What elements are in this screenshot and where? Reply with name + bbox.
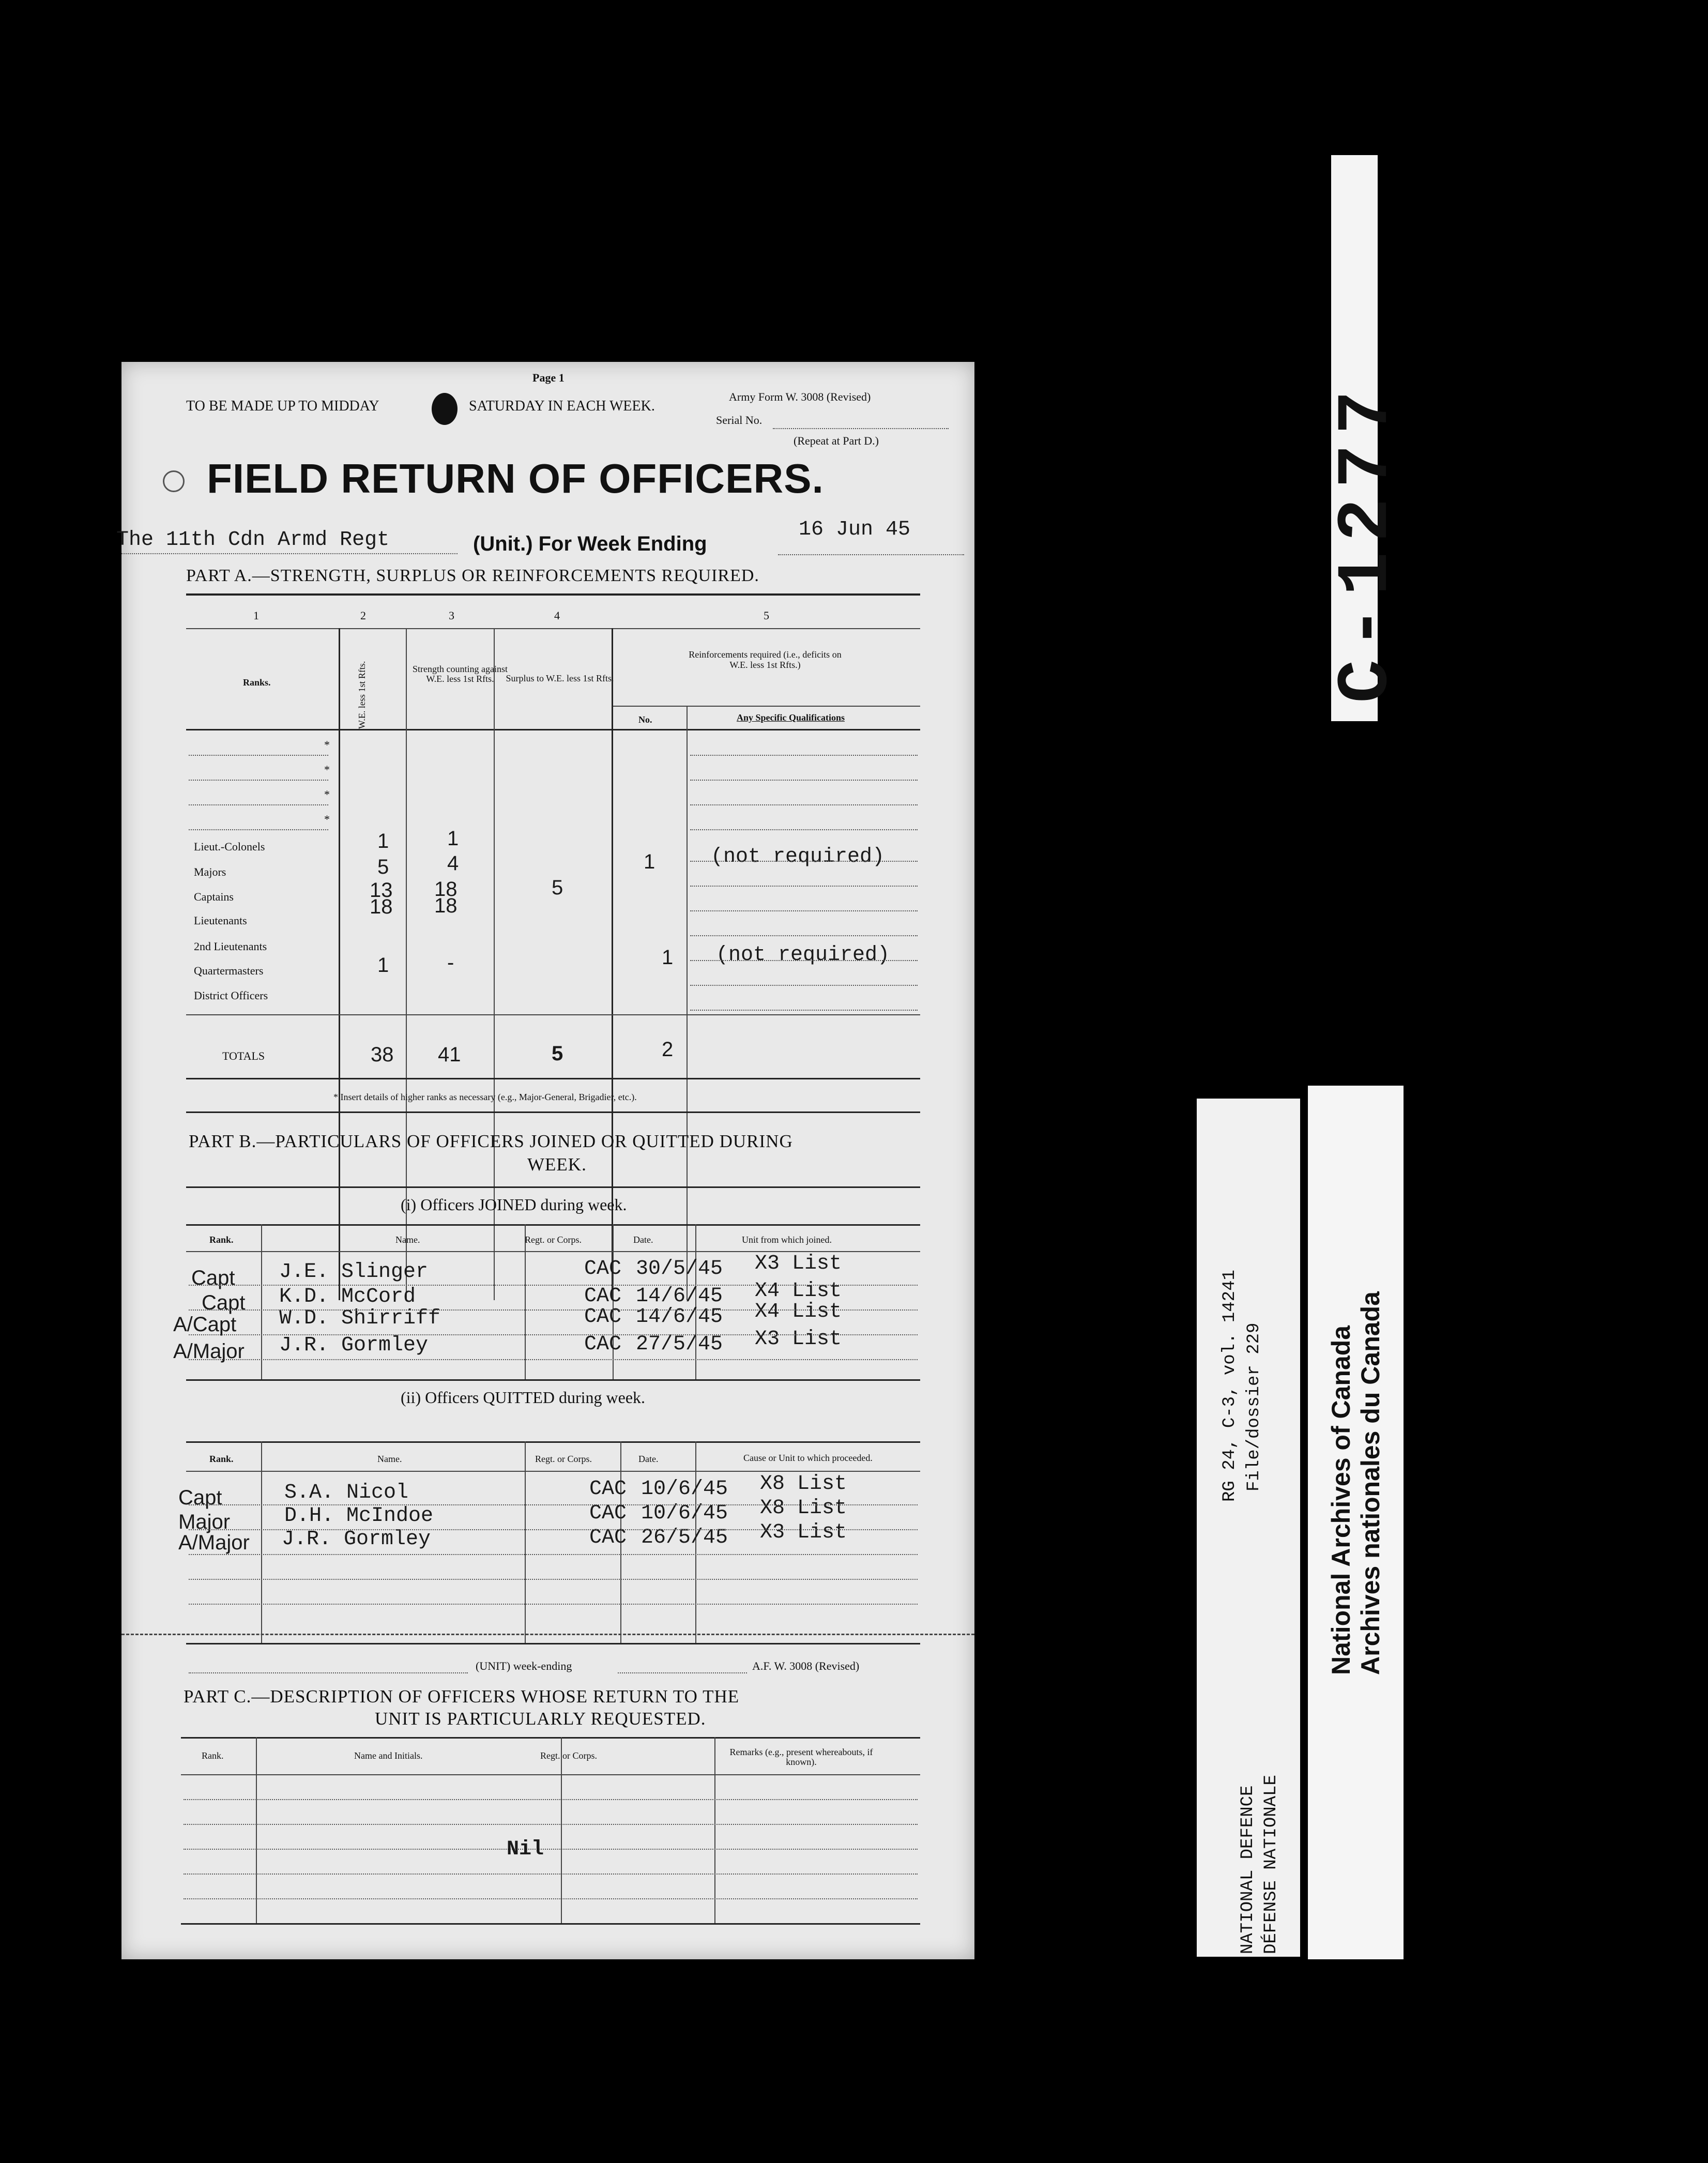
qualification-value: (not required) — [716, 943, 890, 967]
joined-name-header: Name. — [395, 1235, 420, 1245]
part-b-title-2: WEEK. — [527, 1154, 587, 1175]
part-c-title: PART C.—DESCRIPTION OF OFFICERS WHOSE RETURN TO THE — [184, 1686, 740, 1707]
instruction-text: TO BE MADE UP TO MIDDAY — [186, 398, 379, 414]
strength-value: 1 — [447, 827, 459, 850]
joined-rank-header: Rank. — [209, 1235, 234, 1245]
col-num-2: 2 — [360, 609, 366, 622]
quitted-rank-header: Rank. — [209, 1454, 234, 1464]
joined-rank: A/Major — [173, 1340, 245, 1363]
unit-value: The 11th Cdn Armd Regt — [116, 528, 390, 552]
joined-unit-header: Unit from which joined. — [742, 1235, 832, 1245]
qualifications-header: Any Specific Qualifications — [737, 712, 845, 723]
unit-week-ending: (UNIT) week-ending — [476, 1659, 572, 1672]
rank-label: District Officers — [194, 989, 268, 1002]
quitted-corps-header: Regt. or Corps. — [535, 1454, 592, 1464]
we-value: 1 — [377, 830, 389, 852]
quitted-name: J.R. Gormley — [282, 1528, 431, 1551]
quitted-corps: CAC — [589, 1526, 627, 1549]
we-value: 5 — [377, 856, 389, 878]
qualification-value: (not required) — [711, 845, 885, 869]
quitted-title: (ii) Officers QUITTED during week. — [401, 1388, 646, 1407]
surplus-header: Surplus to W.E. less 1st Rfts. — [506, 673, 614, 683]
archives-en: National Archives of Canada — [1326, 1325, 1355, 1675]
quitted-unit-header: Cause or Unit to which proceeded. — [743, 1453, 873, 1463]
ranks-header: Ranks. — [243, 677, 271, 688]
quitted-name: D.H. McIndoe — [284, 1504, 434, 1528]
joined-date-header: Date. — [633, 1235, 653, 1245]
strength-value: - — [447, 951, 454, 974]
week-ending-value: 16 Jun 45 — [799, 518, 911, 541]
quitted-name-header: Name. — [377, 1454, 402, 1464]
partc-remarks-header: Remarks (e.g., present whereabouts, if known). — [729, 1747, 873, 1767]
circle-mark-icon — [163, 470, 185, 492]
part-a-title: PART A.—STRENGTH, SURPLUS OR REINFORCEMENTS REQUIRED. — [186, 566, 759, 585]
joined-rank: A/Capt — [173, 1313, 237, 1336]
joined-rank: Capt — [191, 1267, 235, 1289]
joined-date: 30/5/45 — [636, 1257, 723, 1281]
page-number: Page 1 — [532, 371, 565, 384]
rank-label: Lieut.-Colonels — [194, 840, 265, 853]
quitted-date-header: Date. — [638, 1454, 659, 1464]
surplus-value: 5 — [552, 876, 563, 899]
volume-ref: RG 24, C-3, vol. 14241 — [1220, 1270, 1240, 1502]
part-b-title: PART B.—PARTICULARS OF OFFICERS JOINED OR QUITTED DURING — [189, 1131, 793, 1151]
totals-label: TOTALS — [222, 1049, 265, 1062]
strength-header: Strength counting against W.E. less 1st Rfts. — [413, 664, 508, 684]
national-defence: NATIONAL DEFENCE — [1238, 1785, 1258, 1954]
form-title: FIELD RETURN OF OFFICERS. — [207, 455, 824, 501]
joined-date: 14/6/45 — [636, 1285, 723, 1308]
rank-label: Majors — [194, 865, 226, 878]
col-num-1: 1 — [253, 609, 259, 622]
joined-name: W.D. Shirriff — [279, 1307, 441, 1330]
repeat-note: (Repeat at Part D.) — [794, 434, 879, 447]
quitted-rank: Capt — [178, 1486, 222, 1509]
quitted-rank: A/Major — [178, 1531, 250, 1554]
strength-value: 18 — [434, 894, 457, 917]
instruction-text-2: SATURDAY IN EACH WEEK. — [469, 398, 655, 414]
file-ref: File/dossier 229 — [1244, 1322, 1264, 1491]
quitted-date: 26/5/45 — [641, 1526, 728, 1549]
army-form-label: Army Form W. 3008 (Revised) — [729, 390, 871, 403]
quitted-unit: X3 List — [760, 1521, 847, 1544]
joined-title: (i) Officers JOINED during week. — [401, 1195, 627, 1214]
quitted-unit: X8 List — [760, 1497, 847, 1520]
joined-corps: CAC — [584, 1257, 622, 1281]
archives-strip — [1308, 1086, 1404, 1959]
totals-surplus: 5 — [552, 1042, 563, 1065]
joined-unit: X4 List — [755, 1300, 842, 1323]
frame-number: C-1277 — [1326, 380, 1408, 703]
joined-unit: X3 List — [755, 1328, 842, 1351]
star-2: * — [324, 763, 330, 776]
joined-date: 14/6/45 — [636, 1305, 723, 1329]
rank-label: Quartermasters — [194, 964, 264, 977]
quitted-corps: CAC — [589, 1502, 627, 1525]
totals-we: 38 — [371, 1043, 394, 1066]
no-header: No. — [638, 714, 652, 725]
col-num-4: 4 — [554, 609, 560, 622]
joined-corps: CAC — [584, 1333, 622, 1356]
quitted-name: S.A. Nicol — [284, 1481, 409, 1504]
joined-name: K.D. McCord — [279, 1285, 416, 1308]
joined-date: 27/5/45 — [636, 1333, 723, 1356]
joined-unit: X4 List — [755, 1279, 842, 1303]
quitted-corps: CAC — [589, 1477, 627, 1501]
we-value: 1 — [377, 954, 389, 977]
reinf-no-value: 1 — [644, 850, 655, 873]
star-1: * — [324, 738, 330, 751]
footnote: * Insert details of higher ranks as necessary (e.g., Major-General, Brigadier, etc.). — [333, 1092, 637, 1102]
form-ref: A.F. W. 3008 (Revised) — [752, 1659, 860, 1672]
partc-name-header: Name and Initials. — [354, 1750, 423, 1761]
joined-unit: X3 List — [755, 1252, 842, 1275]
frame-number-strip — [1326, 155, 1408, 721]
joined-name: J.E. Slinger — [279, 1260, 429, 1284]
we-header: W.E. less 1st Rfts. — [357, 661, 367, 729]
quitted-date: 10/6/45 — [641, 1477, 728, 1501]
reference-strip — [1197, 1099, 1300, 1957]
quitted-unit: X8 List — [760, 1472, 847, 1496]
rank-label: 2nd Lieutenants — [194, 940, 267, 953]
col-num-5: 5 — [764, 609, 769, 622]
partc-corps-header: Regt. or Corps. — [540, 1750, 597, 1761]
unit-label: (Unit.) For Week Ending — [473, 532, 707, 555]
field-return-form — [116, 362, 974, 1959]
joined-name: J.R. Gormley — [279, 1334, 429, 1357]
star-4: * — [324, 813, 330, 826]
reinf-no-value: 1 — [662, 946, 674, 969]
punch-hole-icon — [432, 393, 457, 425]
quitted-date: 10/6/45 — [641, 1502, 728, 1525]
joined-corps-header: Regt. or Corps. — [525, 1235, 582, 1245]
serial-label: Serial No. — [716, 414, 762, 426]
strength-value: 18 — [434, 878, 457, 901]
nil-value: Nil — [507, 1838, 544, 1861]
defense-nationale: DÉFENSE NATIONALE — [1261, 1775, 1281, 1954]
star-3: * — [324, 788, 330, 801]
joined-rank: Capt — [202, 1291, 246, 1314]
col-num-3: 3 — [449, 609, 454, 622]
part-c-title-2: UNIT IS PARTICULARLY REQUESTED. — [375, 1709, 706, 1729]
archives-fr: Archives nationales du Canada — [1356, 1291, 1385, 1675]
we-value: 13 — [370, 879, 393, 902]
quitted-rank: Major — [178, 1511, 231, 1533]
partc-rank-header: Rank. — [202, 1750, 224, 1761]
totals-reinf: 2 — [662, 1038, 674, 1061]
joined-corps: CAC — [584, 1285, 622, 1308]
reinforcements-header: Reinforcements required (i.e., deficits on W.E. less 1st Rfts.) — [689, 649, 842, 670]
strength-value: 4 — [447, 852, 459, 875]
rank-label: Captains — [194, 890, 234, 903]
we-value: 18 — [370, 895, 393, 918]
joined-corps: CAC — [584, 1305, 622, 1329]
totals-strength: 41 — [438, 1043, 461, 1066]
rank-label: Lieutenants — [194, 914, 247, 927]
